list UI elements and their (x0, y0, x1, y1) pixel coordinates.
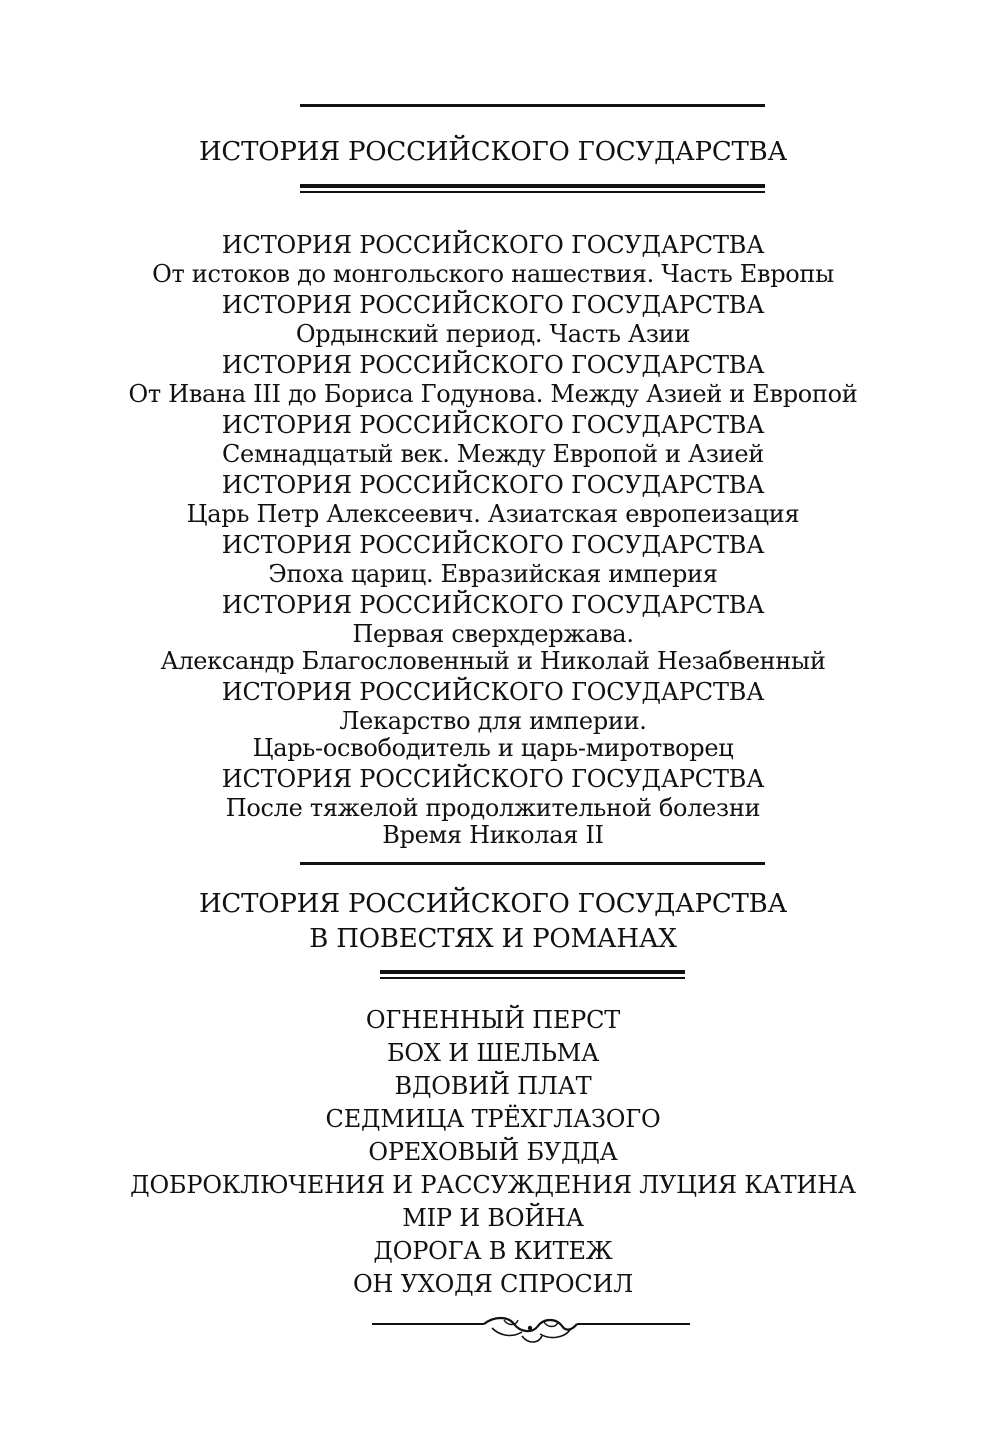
volume-8-subtitle-line-1: Лекарство для империи. (339, 707, 647, 735)
novels-rule-thin (380, 977, 685, 979)
volume-3-subtitle: От Ивана III до Бориса Годунова. Между Азией и Европой (128, 380, 858, 408)
volume-2-series: ИСТОРИЯ РОССИЙСКОГО ГОСУДАРСТВА (221, 291, 765, 319)
top-rule (300, 104, 765, 107)
novel-title: МIР И ВОЙНА (402, 1204, 584, 1232)
flourish-ornament-icon (372, 1314, 690, 1346)
novel-title: ОН УХОДЯ СПРОСИЛ (352, 1270, 634, 1298)
novel-title: ОРЕХОВЫЙ БУДДА (368, 1138, 618, 1166)
volume-3-series: ИСТОРИЯ РОССИЙСКОГО ГОСУДАРСТВА (221, 351, 765, 379)
novel-title: БОХ И ШЕЛЬМА (386, 1039, 600, 1067)
volume-5-series: ИСТОРИЯ РОССИЙСКОГО ГОСУДАРСТВА (221, 471, 765, 499)
volume-1-subtitle: От истоков до монгольского нашествия. Часть Европы (152, 260, 834, 288)
heading-rule-thick (300, 184, 765, 188)
novel-title: ВДОВИЙ ПЛАТ (394, 1072, 592, 1100)
heading-rule-thin (300, 191, 765, 193)
novels-rule-thick (380, 970, 685, 974)
volume-9-subtitle-line-1: После тяжелой продолжительной болезни (225, 794, 761, 822)
volume-6-subtitle: Эпоха цариц. Евразийская империя (268, 560, 718, 588)
volume-7-series: ИСТОРИЯ РОССИЙСКОГО ГОСУДАРСТВА (221, 591, 765, 619)
volume-7-subtitle-line-1: Первая сверхдержава. (352, 620, 634, 648)
volume-1-series: ИСТОРИЯ РОССИЙСКОГО ГОСУДАРСТВА (221, 231, 765, 259)
volume-4-series: ИСТОРИЯ РОССИЙСКОГО ГОСУДАРСТВА (221, 411, 765, 439)
volume-7-subtitle-line-2: Александр Благословенный и Николай Незабвенный (160, 647, 826, 675)
volume-9-subtitle-line-2: Время Николая II (382, 821, 604, 849)
novel-title: ДОБРОКЛЮЧЕНИЯ И РАССУЖДЕНИЯ ЛУЦИЯ КАТИНА (130, 1171, 856, 1199)
volume-4-subtitle: Семнадцатый век. Между Европой и Азией (221, 440, 765, 468)
novel-title: ДОРОГА В КИТЕЖ (373, 1237, 613, 1265)
volume-8-subtitle-line-2: Царь-освободитель и царь-миротворец (252, 734, 734, 762)
novels-heading-line-2: В ПОВЕСТЯХ И РОМАНАХ (309, 924, 677, 954)
volume-5-subtitle: Царь Петр Алексеевич. Азиатская европеизация (186, 500, 800, 528)
middle-rule (300, 862, 765, 865)
volume-6-series: ИСТОРИЯ РОССИЙСКОГО ГОСУДАРСТВА (221, 531, 765, 559)
novel-title: СЕДМИЦА ТРЁХГЛАЗОГО (325, 1105, 661, 1133)
volume-8-series: ИСТОРИЯ РОССИЙСКОГО ГОСУДАРСТВА (221, 678, 765, 706)
novel-title: ОГНЕННЫЙ ПЕРСТ (365, 1006, 621, 1034)
volume-2-subtitle: Ордынский период. Часть Азии (295, 320, 691, 348)
novels-heading-line-1: ИСТОРИЯ РОССИЙСКОГО ГОСУДАРСТВА (198, 889, 788, 919)
volume-9-series: ИСТОРИЯ РОССИЙСКОГО ГОСУДАРСТВА (221, 765, 765, 793)
series-heading: ИСТОРИЯ РОССИЙСКОГО ГОСУДАРСТВА (198, 137, 788, 167)
